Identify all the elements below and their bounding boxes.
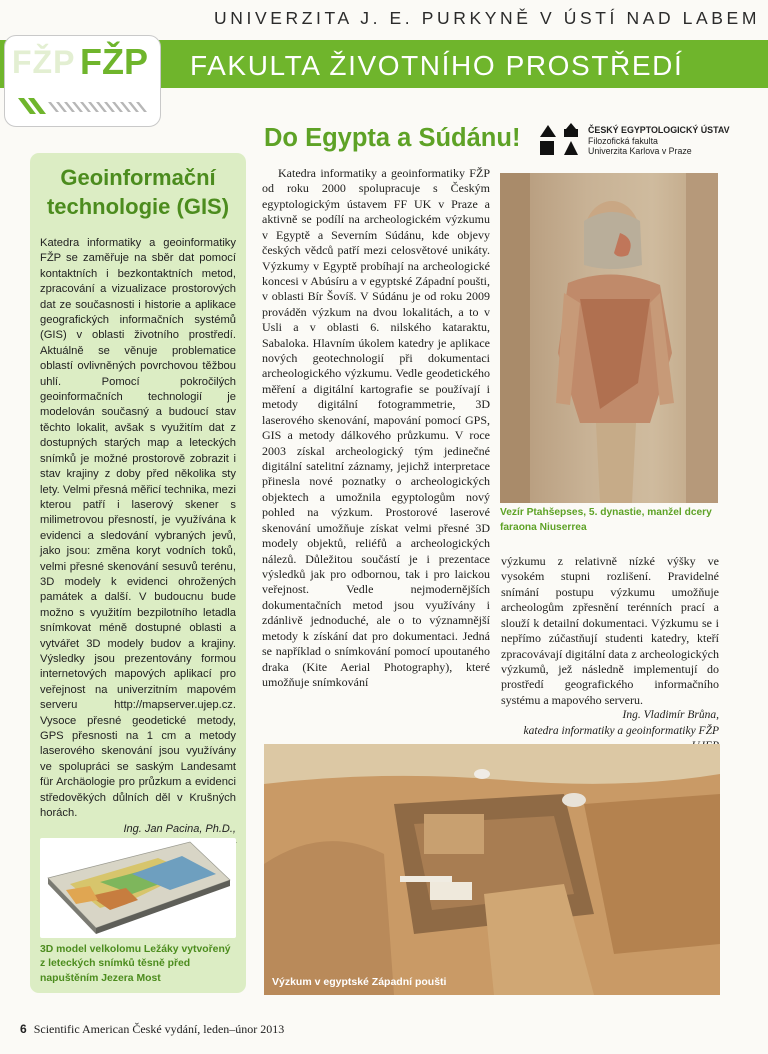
excavation-site-icon — [264, 744, 720, 995]
vizier-relief-photo — [500, 173, 718, 503]
article-column-1: Katedra informatiky a geoinformatiky FŽP od roku 2000 spolupracuje s Českým egyptologickým ústavem FF UK v Praze a aktivně se podílí na archeologickém výzkumu v Egyptě a Severním Súdánu, kde objevy českých vědců patří mezi celosvětové unikáty. Výzkumy v Egyptě probíhají na archeologické koncesi v Abúsíru a v egyptské Západní poušti, v oblasti Bír Šovíš. V Súdánu je od roku 2009 prováděn výzkum na dvou lokalitách, a to v Usli a v oblasti 6. nilského kataraktu, Sabaloka. Hlavním úkolem katedry je aplikace nových geotechnologií při dokumentaci archeologického výzkumu. Vedle geodetického měření a digitální kartografie se používají i metody digitální fotogrammetrie, 3D laserového skenování, mapování pomocí GPS, GIS a metody dálkového průzkumu. V roce 2003 získal archeologický tým jedinečné digitální satelitní záznamy, jejichž interpretace přinesla nové poznatky o archeologických objektech a umožnila egyptologům nový pohled na výzkum. Prostorové laserové skenování umožňuje získat velmi přesné 3D modely objektů, reliéfů a archeologických nálezů. Důležitou součástí je i prezentace výsledků jak pro odbornou, tak i pro laickou veřejnost. Vedle nejmodernějších dokumentačních metod jsou využívány i zdánlivě jednoduché, ale o to významnější metody k získání dat pro dokumentaci. Jedná se například o snímkování pomocí upoutaného draka (Kite Aerial Photography), které umožňuje snímkování — [262, 166, 490, 689]
article-headline: Do Egypta a Súdánu! — [264, 124, 521, 152]
institute-name: ČESKÝ EGYPTOLOGICKÝ ÚSTAV — [588, 125, 730, 135]
sidebar-title: Geoinformační technologie (GIS) — [46, 165, 230, 219]
3d-map-image — [40, 838, 236, 938]
university-name: UNIVERZITA J. E. PURKYNĚ V ÚSTÍ NAD LABEM — [214, 8, 760, 28]
article-author: Ing. Vladimír Brůna, — [622, 709, 719, 722]
vizier-relief-icon — [500, 173, 718, 503]
sidebar-author: Ing. Jan Pacina, Ph.D., — [123, 823, 236, 836]
excavation-photo — [264, 744, 720, 995]
institute-faculty: Filozofická fakulta — [588, 135, 658, 146]
logo-stripes-icon — [14, 96, 154, 116]
sidebar-paragraph: Katedra informatiky a geoinformatiky FŽP se zaměřuje na sběr dat pomocí kontaktních i bezkontaktních metod, zpracování a vizualizace prostorových dat ze současnosti i historie a aplikace geografických informačních systémů (GIS) v oblasti životního prostředí. Aktuálně se věnuje problematice oblastí ovlivněných povrchovou těžbou uhlí. Pomocí pokročilých geoinformačních technologií je modelován současný a budoucí stav těchto lokalit, avšak s využitím dat z dostupných starých map a leteckých snímků je možné prostorově zobrazit i stav krajiny z doby před několika sty lety. Velmi přesná měřicí technika, mezi kterou patří i laserový skener s milimetrovou přesností, je využívána k evidenci a sledování vybraných jevů, jako jsou: změna koryt vodních toků, velmi přesné skenování sesuvů terénu, 3D modely k evidenci ohrožených památek a další. V budoucnu bude možno s využitím bezpilotního letadla snímkovat méně dostupné oblasti a vytvářet 3D modely budov a krajiny. Výsledky jsou prezentovány formou internetových mapových aplikací pro veřejnost na univerzitním mapovém serveru http://mapserver.ujep.cz. Vysoce přesné geodetické metody, GPS přesnosti na 1 cm a metody laserového skenování jsou využívány ve spolupráci se saským Landesamt für Archäologie pro průzkum a evidenci středověkých důlních děl v Krušných horách. — [40, 237, 236, 820]
sidebar-text — [40, 236, 236, 836]
vizier-photo-caption: Vezír Ptahšepses, 5. dynastie, manžel dcery faraona Niuserrea — [500, 507, 712, 533]
institute-block — [588, 125, 763, 163]
page-number: 6 — [20, 1022, 27, 1036]
logo-ghost-text: FŽP — [12, 44, 76, 80]
article-author-dept: katedra informatiky a geoinformatiky FŽP — [523, 724, 719, 737]
article-column-2-text: výzkumu z relativně nízké výšky ve vysokém stupni rozlišení. Pravidelné snímání postupu výzkumu umožňuje archeologům zpřesnění terénních prací a slouží k detailní dokumentaci. Výzkumu se i nepřímo zúčastňují studenti katedry, kteří zpracovávají digitální data z archeologických výzkumů, jež následně implementují do prostředí geografického informačního systému a mapového serveru. — [501, 554, 719, 707]
3d-terrain-model-icon — [40, 838, 236, 938]
egyptology-institute-logo-icon — [538, 121, 582, 157]
publication-name: Scientific American České vydání, leden–únor 2013 — [33, 1022, 285, 1036]
institute-university: Univerzita Karlova v Praze — [588, 146, 692, 156]
page-footer — [20, 1020, 360, 1038]
article-column-2 — [501, 554, 719, 744]
logo-text: FŽP — [80, 41, 148, 82]
faculty-name: FAKULTA ŽIVOTNÍHO PROSTŘEDÍ — [190, 50, 684, 81]
excavation-photo-caption: Výzkum v egyptské Západní poušti — [272, 976, 447, 988]
map-caption: 3D model velkolomu Ležáky vytvořený z leteckých snímků těsně před napuštěním Jezera Most — [40, 944, 231, 984]
